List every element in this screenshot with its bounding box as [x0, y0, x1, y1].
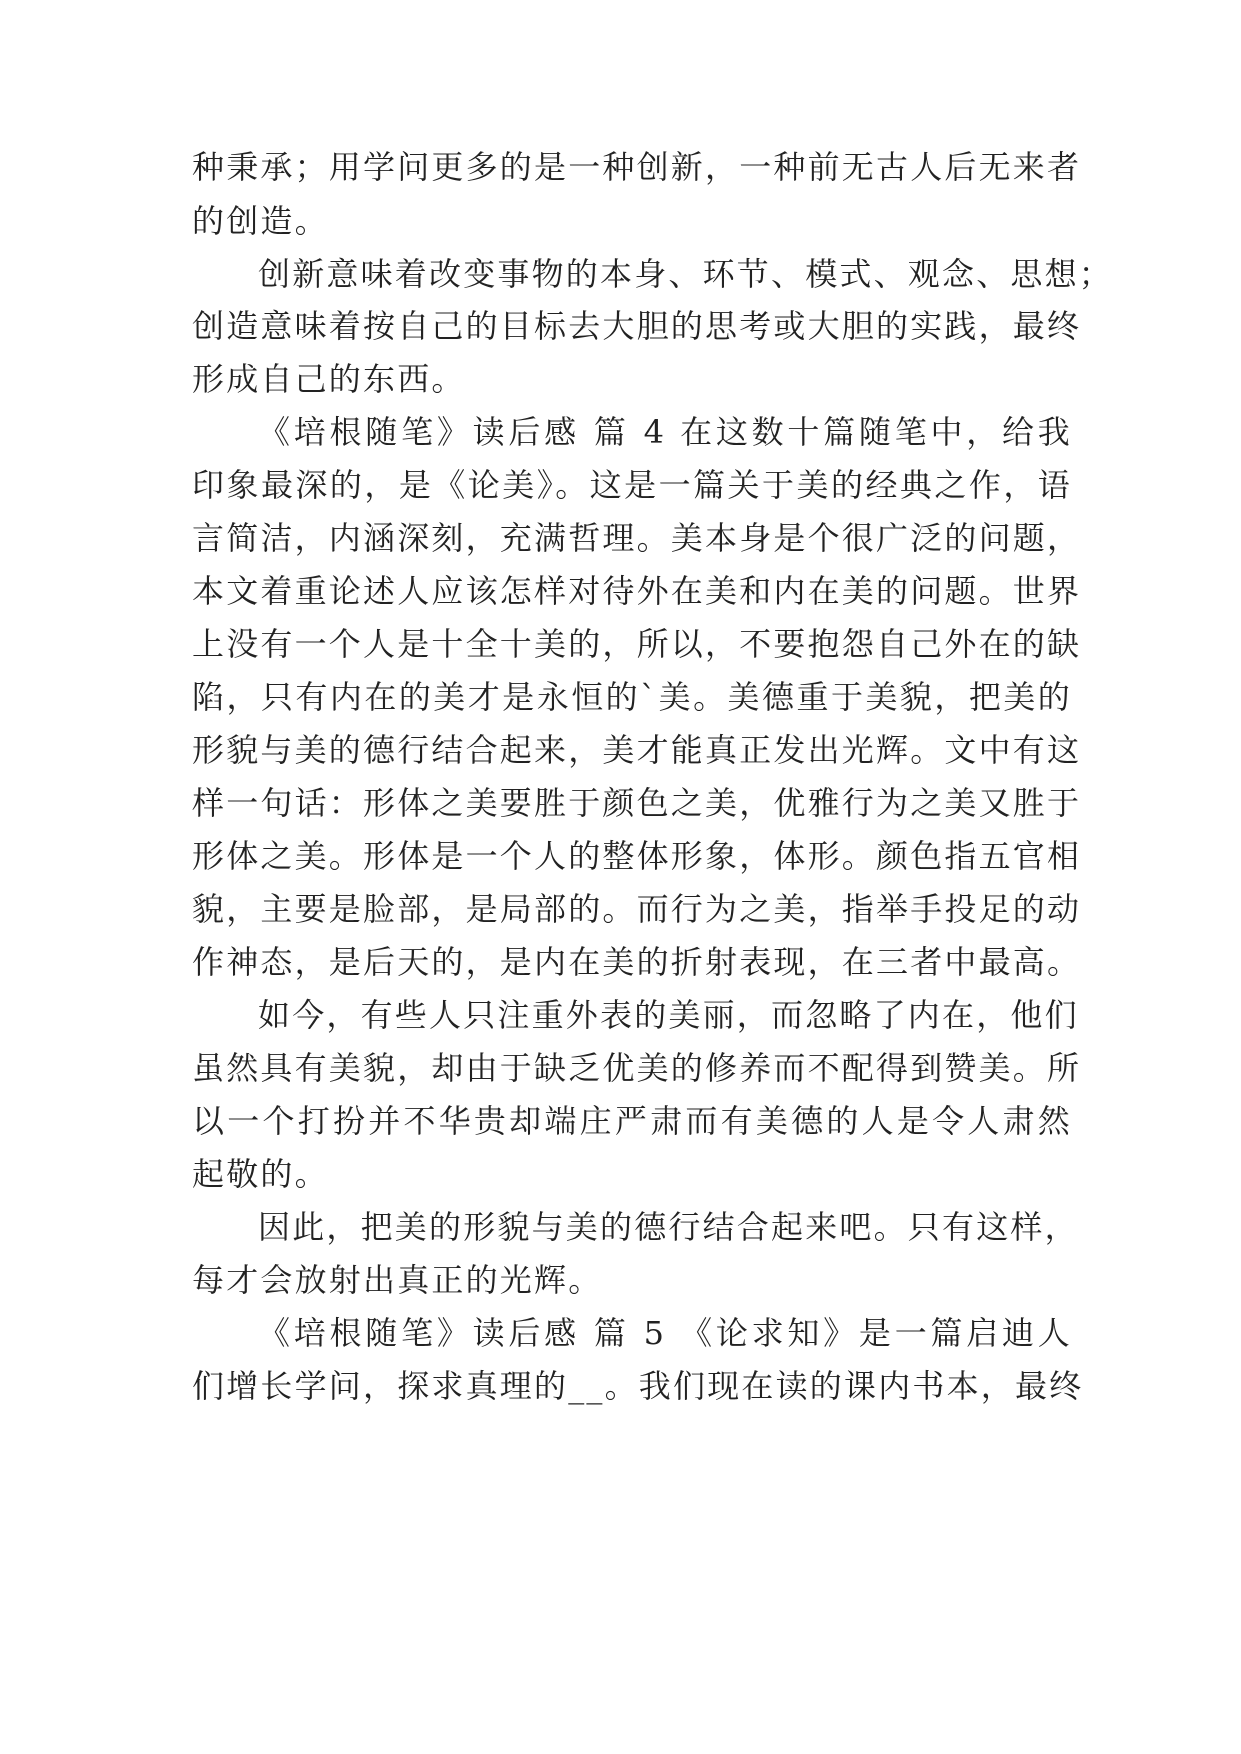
- text-line: 样一句话：形体之美要胜于颜色之美，优雅行为之美又胜于: [192, 784, 1082, 822]
- text-line: 本文着重论述人应该怎样对待外在美和内在美的问题。世界: [192, 572, 1082, 610]
- section-heading-line: 《培根随笔》读后感 篇 4 在这数十篇随笔中，给我: [258, 413, 1072, 451]
- text-line: 形体之美。形体是一个人的整体形象，体形。颜色指五官相: [192, 837, 1082, 875]
- section-heading-line: 《培根随笔》读后感 篇 5 《论求知》是一篇启迪人: [258, 1314, 1072, 1352]
- text-line: 创新意味着改变事物的本身、环节、模式、观念、思想；: [258, 255, 1114, 293]
- text-line: 如今，有些人只注重外表的美丽，而忽略了内在，他们: [258, 996, 1079, 1034]
- text-line: 印象最深的，是《论美》。这是一篇关于美的经典之作，语: [192, 466, 1072, 504]
- text-line: 作神态，是后天的，是内在美的折射表现，在三者中最高。: [192, 943, 1082, 981]
- text-line: 起敬的。: [192, 1155, 329, 1193]
- text-line: 言简洁，内涵深刻，充满哲理。美本身是个很广泛的问题，: [192, 519, 1082, 557]
- text-line: 每才会放射出真正的光辉。: [192, 1261, 603, 1299]
- text-line: 上没有一个人是十全十美的，所以，不要抱怨自己外在的缺: [192, 625, 1082, 663]
- text-line: 虽然具有美貌，却由于缺乏优美的修养而不配得到赞美。所: [192, 1049, 1082, 1087]
- text-line: 形成自己的东西。: [192, 360, 466, 398]
- text-line: 貌，主要是脸部，是局部的。而行为之美，指举手投足的动: [192, 890, 1082, 928]
- text-line: 形貌与美的德行结合起来，美才能真正发出光辉。文中有这: [192, 731, 1082, 769]
- text-line: 陷，只有内在的美才是永恒的`美。美德重于美貌，把美的: [192, 678, 1072, 716]
- text-line: 们增长学问，探求真理的__。我们现在读的课内书本，最终: [192, 1367, 1084, 1405]
- text-line: 创造意味着按自己的目标去大胆的思考或大胆的实践，最终: [192, 307, 1082, 345]
- text-line: 以一个打扮并不华贵却端庄严肃而有美德的人是令人肃然: [192, 1102, 1072, 1140]
- text-line: 种秉承；用学问更多的是一种创新，一种前无古人后无来者: [192, 148, 1082, 186]
- text-line: 的创造。: [192, 202, 329, 240]
- text-line: 因此，把美的形貌与美的德行结合起来吧。只有这样，: [258, 1208, 1079, 1246]
